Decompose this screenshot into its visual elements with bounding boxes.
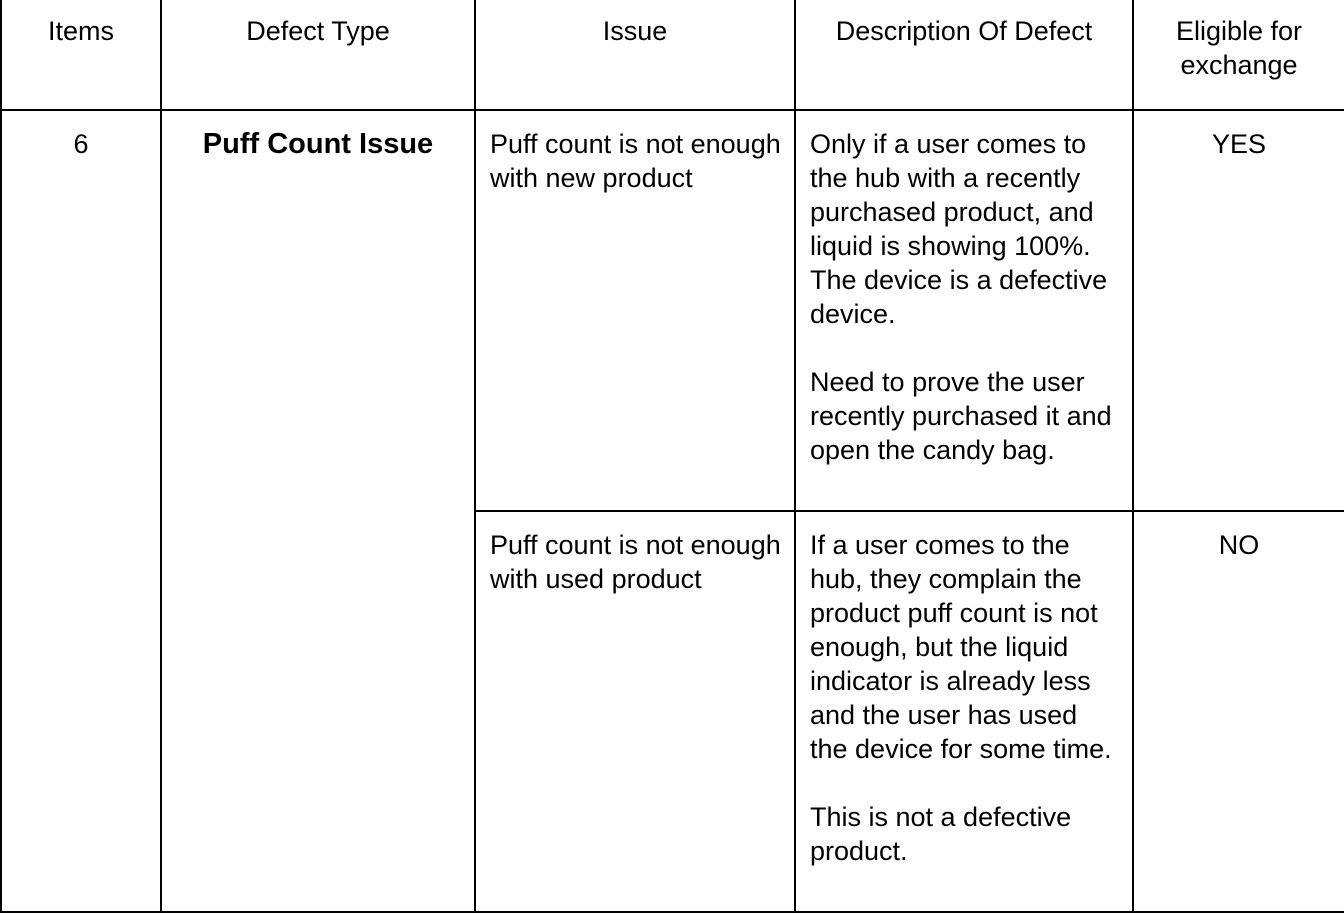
header-description: Description Of Defect	[795, 0, 1133, 110]
description-paragraph: Need to prove the user recently purchased it and open the candy bag.	[810, 367, 1112, 465]
header-defect-type: Defect Type	[161, 0, 475, 110]
header-items: Items	[1, 0, 161, 110]
defect-type-label: Puff Count Issue	[202, 128, 434, 160]
description-paragraph: This is not a defective product.	[810, 802, 1072, 866]
issue-cell: Puff count is not enough with used product	[475, 511, 795, 912]
issue-cell: Puff count is not enough with new product	[475, 110, 795, 511]
description-paragraph: If a user comes to the hub, they complain the product puff count is not enough, but the liquid indicator is already less and the user has used the device for some time.	[810, 530, 1112, 764]
eligible-cell: NO	[1133, 511, 1344, 912]
defect-type-cell	[161, 110, 475, 912]
eligible-cell: YES	[1133, 110, 1344, 511]
header-eligible	[1133, 0, 1344, 110]
header-eligible-label: Eligible for exchange	[1175, 16, 1303, 80]
description-cell	[795, 110, 1133, 511]
description-paragraph: Only if a user comes to the hub with a recently purchased product, and liquid is showing 100%. The device is a defective device.	[810, 129, 1108, 329]
item-number-cell: 6	[1, 110, 161, 912]
table-header-row	[1, 0, 1344, 110]
table-row	[1, 110, 1344, 511]
description-cell	[795, 511, 1133, 912]
header-issue: Issue	[475, 0, 795, 110]
